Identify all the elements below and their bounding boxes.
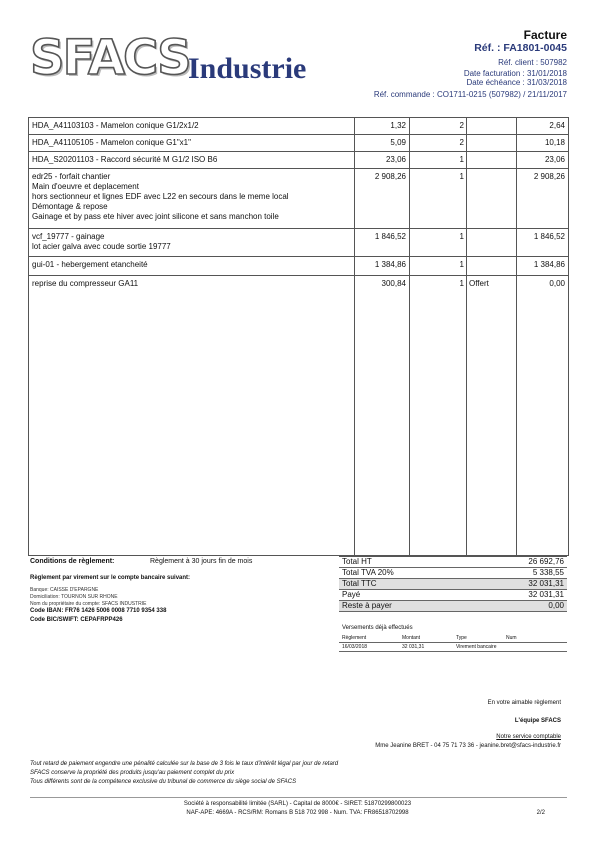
item-unit-price: 5,09 [390,138,406,147]
remaining-row [339,601,567,612]
total-value: 0,00 [548,601,564,610]
item-total: 10,18 [544,138,565,147]
item-total: 0,00 [549,279,565,288]
item-description: HDA_S20201103 - Raccord sécurité M G1/2 ISO B6 [32,155,218,164]
conditions-value: Règlement à 30 jours fin de mois [150,558,253,565]
footer-registration: NAF-APE: 4669A - RCS/RM: Romans B 518 702 998 - Num. TVA: FR86518702998 [186,810,409,816]
item-total: 23,06 [544,155,565,164]
total-ht-row [339,557,567,568]
item-description: HDA_A41103103 - Mamelon conique G1/2x1/2 [32,121,199,130]
signoff-service: Notre service comptable [496,734,561,740]
total-value: 32 031,31 [528,579,564,588]
payment-conditions [30,558,253,565]
payments-header [339,634,567,643]
total-label: Total HT [342,557,372,566]
logo-subtitle: Industrie [188,52,307,85]
table-row [29,118,568,135]
item-unit-price: 1 384,86 [374,260,406,269]
item-unit-price: 300,84 [381,279,406,288]
iban: Code IBAN: FR76 1426 5006 0008 7710 9354 338 [30,608,167,614]
total-tva-row [339,568,567,579]
order-ref: Réf. commande : CO1711-0215 (507982) / 21/11/2017 [373,90,567,99]
company-logo [30,30,320,90]
signoff-greeting: En votre aimable règlement [487,700,561,706]
total-label: Total TTC [342,579,377,588]
table-row [29,276,568,555]
item-description: gui-01 - hebergement etancheité [32,260,148,269]
item-quantity: 2 [459,138,464,147]
item-unit-price: 23,06 [385,155,406,164]
table-row [29,135,568,152]
payment-type: Virement bancaire [456,644,497,650]
total-value: 32 031,31 [528,590,564,599]
account-owner: Nom du propriétaire du compte: SFACS INDUSTRIE [30,601,147,607]
item-quantity: 1 [459,260,464,269]
item-unit-price: 2 908,26 [374,172,406,181]
line-items-table [28,117,569,556]
total-label: Reste à payer [342,601,392,610]
item-total: 1 846,52 [533,232,565,241]
total-label: Total TVA 20% [342,568,394,577]
total-label: Payé [342,590,361,599]
legal-line: Tout retard de paiement engendre une pénalité calculée sur la base de 3 fois le taux d'intérêt légal par jour de retard [30,761,339,767]
item-quantity: 1 [459,279,464,288]
invoice-date: Date facturation : 31/01/2018 [463,69,567,78]
payment-date: 16/03/2018 [342,644,368,650]
footer-divider [30,797,567,798]
item-quantity: 1 [459,232,464,241]
col-header: Règlement [342,635,367,641]
bank-name: Banque: CAISSE D'EPARGNE [30,587,99,593]
payments-table [339,634,567,652]
item-quantity: 1 [459,172,464,181]
conditions-label: Conditions de règlement: [30,558,115,565]
table-row [29,257,568,276]
total-value: 5 338,55 [532,568,564,577]
legal-line: SFACS conserve la propriété des produits jusqu'au paiement complet du prix [30,770,235,776]
item-quantity: 1 [459,155,464,164]
legal-line: Tous différents sont de la compétence exclusive du tribunal de commerce du siège social de SFACS [30,779,297,785]
document-title: Facture [523,28,567,42]
signoff-team: L'équipe SFACS [514,718,561,724]
bank-domiciliation: Domiciliation: TOURNON SUR RHONE [30,594,118,600]
total-ttc-row [339,579,567,590]
item-total: 1 384,86 [533,260,565,269]
item-quantity: 2 [459,121,464,130]
payment-amount: 32 031,31 [402,644,425,650]
item-total: 2,64 [549,121,565,130]
col-header: Num [506,635,517,641]
footer-company: Société à responsabilité limitée (SARL) - Capital de 8000€ - SIRET: 51870299800023 [183,801,412,807]
item-unit-price: 1 846,52 [374,232,406,241]
client-ref: Réf. client : 507982 [498,58,567,67]
table-row [29,152,568,169]
payments-title: Versements déjà effectués [342,625,413,631]
invoice-ref: Réf. : FA1801-0045 [474,42,567,54]
totals-table [339,556,567,612]
item-description: reprise du compresseur GA11 [32,279,139,288]
table-row [29,169,568,229]
bic: Code BIC/SWIFT: CEPAFRPP426 [30,617,123,623]
logo-brand: SFACS [30,30,190,86]
payment-row [339,643,567,652]
page-number: 2/2 [536,810,545,816]
item-total: 2 908,26 [533,172,565,181]
signoff-contact: Mme Jeanine BRET - 04 75 71 73 36 - jeanine.bret@sfacs-industrie.fr [375,743,561,749]
item-description: edr25 - forfait chantier Main d'oeuvre et deplacement hors sectionneur et lignes EDF avec L22 en secours dans le meme local Démontage & repose Gainage et by pass ete hiver avec joint silicone et sans manchon toile [32,172,289,221]
item-description: HDA_A41105105 - Mamelon conique G1"x1" [32,138,191,147]
bank-transfer-title: Règlement par virement sur le compte bancaire suivant: [30,575,191,581]
col-header: Montant [402,635,421,641]
paid-row [339,590,567,601]
table-row [29,229,568,257]
item-discount: Offert [469,279,489,288]
item-description: vcf_19777 - gainage lot acier galva avec coude sortie 19777 [32,232,171,251]
col-header: Type [456,635,467,641]
total-value: 26 692,76 [528,557,564,566]
due-date: Date échéance : 31/03/2018 [466,78,567,87]
item-unit-price: 1,32 [390,121,406,130]
